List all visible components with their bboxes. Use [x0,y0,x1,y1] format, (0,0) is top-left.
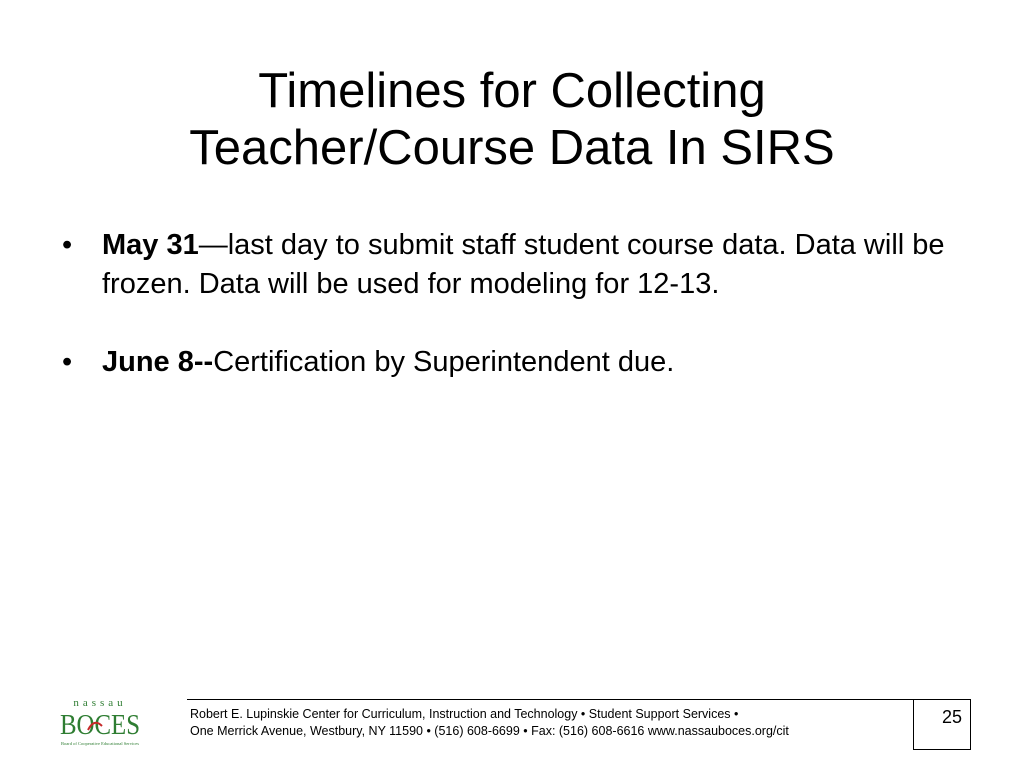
bullet-heading: June 8-- [102,346,214,378]
boces-logo [58,696,142,750]
page-number-box [913,699,971,750]
slide-title-line: Timelines for Collecting [258,63,766,118]
page-number: 25 [941,707,962,727]
bullet-item [62,226,962,304]
logo-main-text: BOCES [60,710,140,741]
footer-line-2: One Merrick Avenue, Westbury, NY 11590 • (516) 608-6699 • Fax: (516) 608-6616 www.nassauboces.org/cit [190,724,789,738]
bullet-marker: • [62,346,73,378]
slide-title [0,63,1024,177]
logo-sub-text: Board of Cooperative Educational Services [61,741,140,746]
footer-address [187,699,913,750]
bullet-list [62,226,962,382]
bullet-heading: May 31 [102,229,199,261]
bullet-marker: • [62,229,73,261]
slide-title-line: Teacher/Course Data In SIRS [189,120,835,175]
bullet-item [62,343,962,382]
logo-top-text: nassau [73,697,127,709]
bullet-text: Certification by Superintendent due. [213,346,675,378]
footer-line-1: Robert E. Lupinskie Center for Curriculum, Instruction and Technology • Student Support Services • [190,707,739,721]
bullet-text: —last day to submit staff student course data. Data will be frozen. Data will be used for modeling for 12-13. [102,229,945,300]
